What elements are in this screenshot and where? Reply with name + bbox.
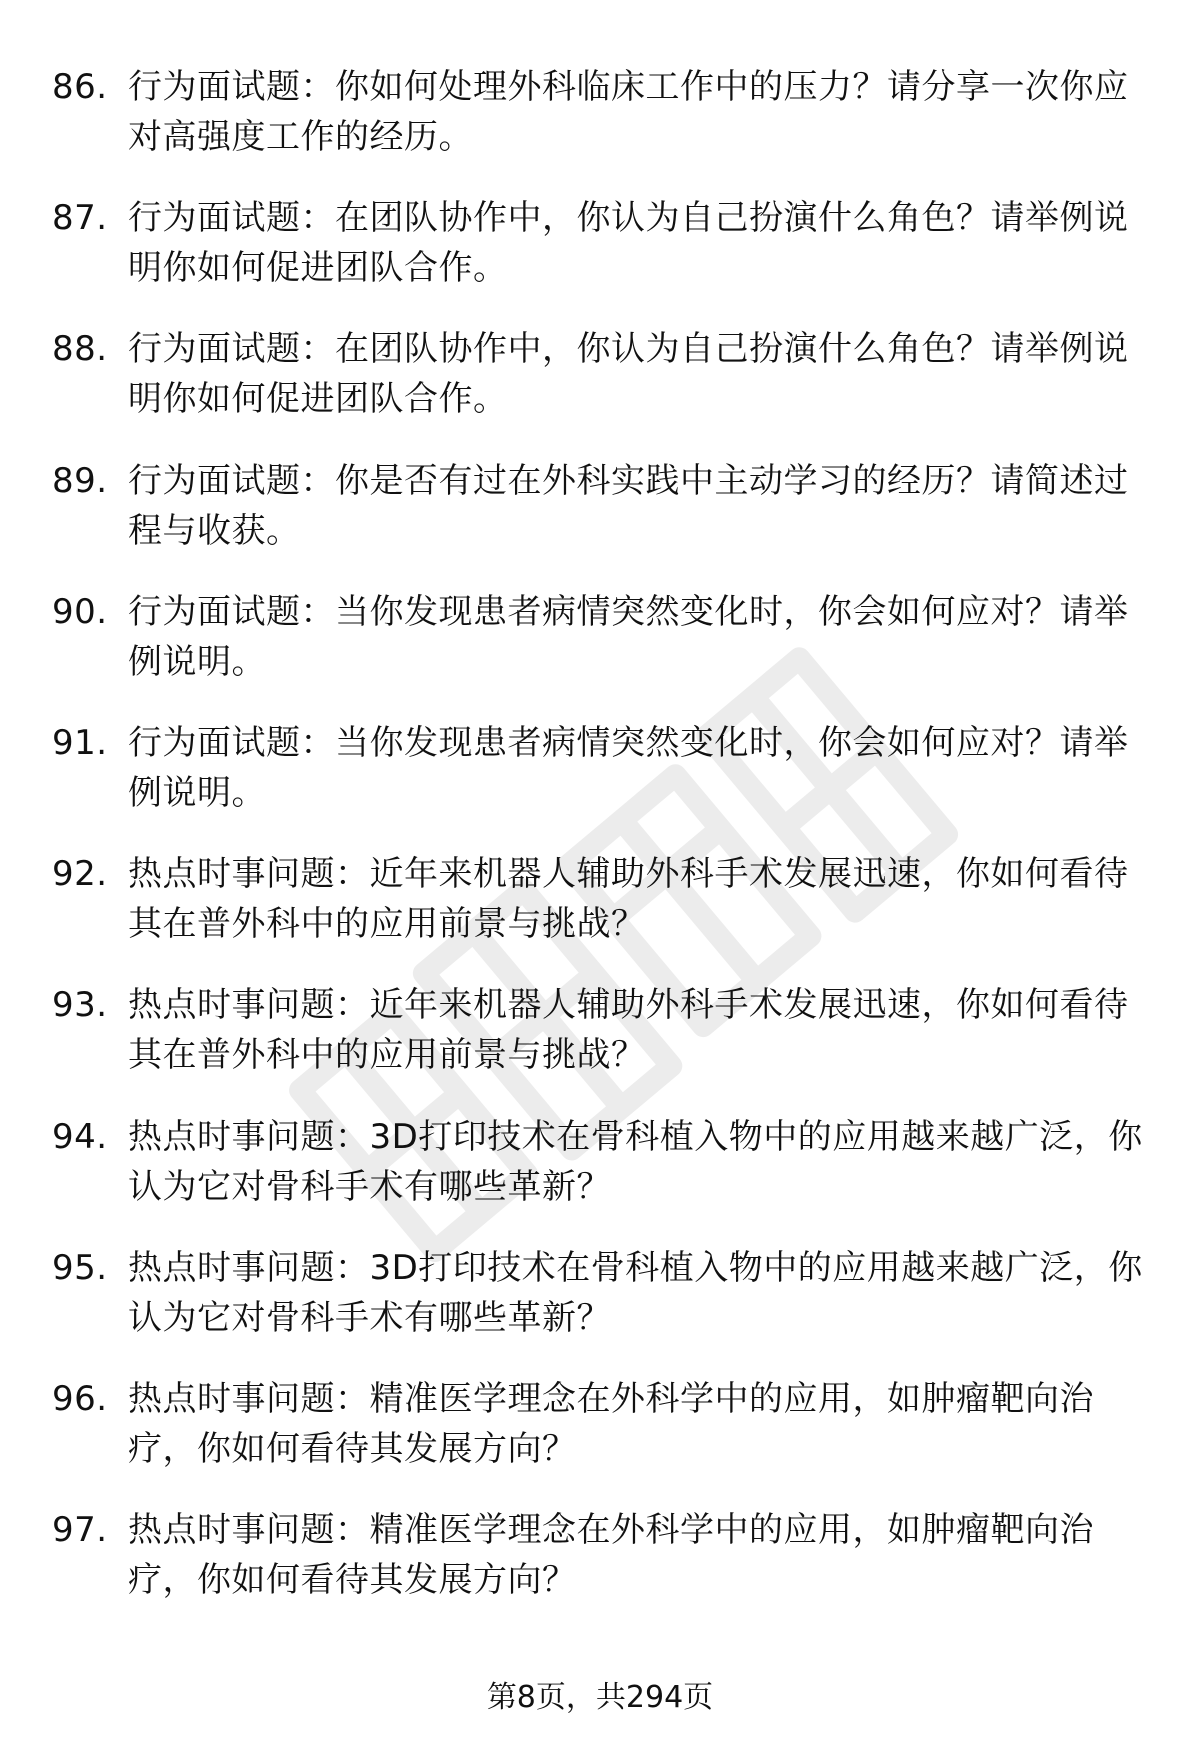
- question-item: [52, 193, 1152, 324]
- question-number: 95.: [52, 1247, 108, 1288]
- question-number: 89.: [52, 460, 108, 501]
- question-number: 92.: [52, 854, 108, 895]
- question-item: [52, 1112, 1152, 1243]
- question-text: 热点时事问题：近年来机器人辅助外科手术发展迅速，你如何看待其在普外科中的应用前景与挑战？: [128, 854, 1129, 945]
- question-text: 热点时事问题：近年来机器人辅助外科手术发展迅速，你如何看待其在普外科中的应用前景与挑战？: [128, 985, 1129, 1076]
- question-list: [52, 62, 1152, 1636]
- question-number: 96.: [52, 1378, 108, 1419]
- question-text: 行为面试题：你如何处理外科临床工作中的压力？请分享一次你应对高强度工作的经历。: [128, 67, 1129, 157]
- question-item: [52, 980, 1152, 1111]
- question-number: 88.: [52, 329, 108, 370]
- question-number: 90.: [52, 591, 108, 632]
- question-number: 93.: [52, 985, 108, 1026]
- question-text: 行为面试题：当你发现患者病情突然变化时，你会如何应对？请举例说明。: [128, 591, 1129, 682]
- question-item: [52, 324, 1152, 455]
- question-text: 行为面试题：在团队协作中，你认为自己扮演什么角色？请举例说明你如何促进团队合作。: [128, 329, 1129, 420]
- question-number: 97.: [52, 1510, 108, 1551]
- question-text: 热点时事问题：精准医学理念在外科学中的应用，如肿瘤靶向治疗，你如何看待其发展方向？: [128, 1378, 1094, 1469]
- question-number: 87.: [52, 198, 108, 239]
- question-item: [52, 62, 1152, 193]
- question-text: 行为面试题：当你发现患者病情突然变化时，你会如何应对？请举例说明。: [128, 722, 1129, 813]
- question-text: 热点时事问题：精准医学理念在外科学中的应用，如肿瘤靶向治疗，你如何看待其发展方向？: [128, 1510, 1094, 1601]
- question-item: [52, 587, 1152, 718]
- question-text: 热点时事问题：3D打印技术在骨科植入物中的应用越来越广泛，你认为它对骨科手术有哪些革新？: [128, 1247, 1143, 1338]
- question-number: 94.: [52, 1116, 108, 1157]
- question-item: [52, 1243, 1152, 1374]
- question-text: 热点时事问题：3D打印技术在骨科植入物中的应用越来越广泛，你认为它对骨科手术有哪些革新？: [128, 1116, 1143, 1207]
- question-text: 行为面试题：在团队协作中，你认为自己扮演什么角色？请举例说明你如何促进团队合作。: [128, 198, 1129, 289]
- page-footer: 第8页，共294页: [486, 1680, 714, 1715]
- question-number: 86.: [52, 67, 108, 107]
- question-text: 行为面试题：你是否有过在外科实践中主动学习的经历？请简述过程与收获。: [128, 460, 1129, 551]
- question-item: [52, 718, 1152, 849]
- question-item: [52, 849, 1152, 980]
- question-item: [52, 456, 1152, 587]
- question-number: 91.: [52, 722, 108, 763]
- question-item: [52, 1374, 1152, 1505]
- question-item: [52, 1505, 1152, 1636]
